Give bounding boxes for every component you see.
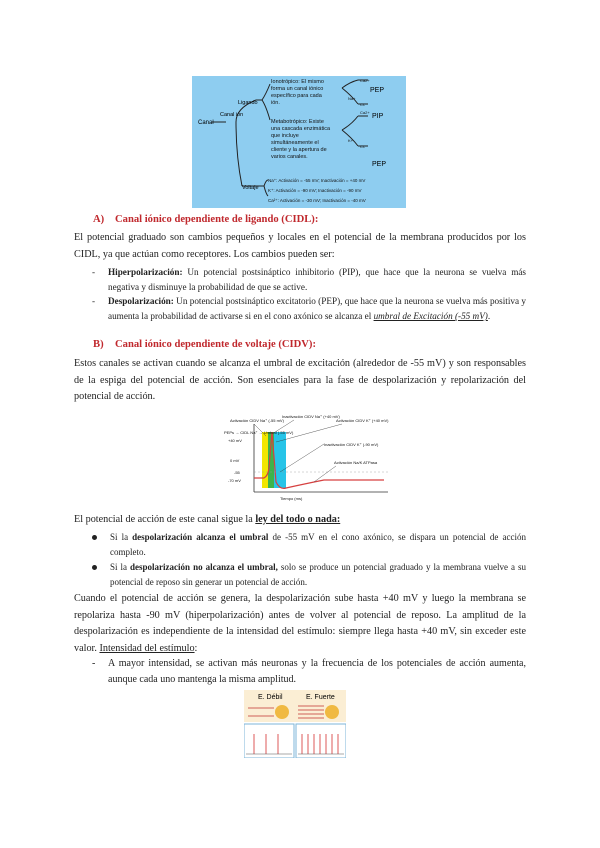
svg-text:específico para cada: específico para cada [271,93,322,99]
channel-classification-figure [192,76,406,208]
stimulus-intensity-link[interactable]: Intensidad del estímulo [99,642,195,654]
section-b-heading: B) Canal iónico dependiente de voltaje (CIDV): [93,339,316,350]
svg-text:-55: -55 [234,470,240,475]
all-or-nothing-intro: El potencial de acción de este canal sigue la ley del todo o nada: [74,514,341,525]
svg-text:Cl-: Cl- [360,144,366,149]
svg-text:0 mV: 0 mV [230,458,240,463]
ionotropic-text [271,79,324,106]
svg-text:Ionotrópico: El mismo: Ionotrópico: El mismo [271,79,324,85]
pep2-label: PEP [372,161,387,168]
svg-text:-70 mV: -70 mV [228,478,241,483]
bullet-threshold-reached: Si la despolarización alcanza el umbral de -55 mV en el cono axónico, se dispara un potencial de acción completo. [92,530,526,560]
svg-text:forma un canal iónico: forma un canal iónico [271,86,324,92]
threshold-link[interactable]: umbral de Excitación (-55 mV) [373,311,488,321]
metabotropic-text [271,119,331,160]
bullet-dot-icon [92,565,97,570]
svg-text:Metabotrópico: Existe: Metabotrópico: Existe [271,119,324,125]
svg-text:varios canales.: varios canales. [271,154,308,160]
action-potential-plot [224,412,392,504]
svg-text:Inactivación CIDV Na⁺ (+40 mV): Inactivación CIDV Na⁺ (+40 mV) [282,414,340,419]
svg-text:Ca2+: Ca2+ [360,110,370,115]
section-b-paragraph: Estos canales se activan cuando se alcanza el umbral de excitación (alrededor de -55 mV) y son responsables de la espiga del potencial de acción. Son esenciales para la fase de despolarización y repolarización del potencial de acción. [74,358,526,402]
svg-text:una cascada enzimática: una cascada enzimática [271,126,331,132]
list-item-depolarization: - Despolarización: Un potencial postsináptico excitatorio (PEP), que hace que la neurona se vuelva más positiva y aumenta la probabilidad de activarse si en el cono axónico se alcanza el umbral de Excitación (-55 mV). [92,296,526,321]
section-a-paragraph: El potencial graduado son cambios pequeños y locales en el potencial de la membrana producidos por los CIDL, ya que actúan como receptores. Los cambios pueden ser: [74,232,526,260]
svg-text:ión.: ión. [271,100,280,106]
section-a-heading: A) Canal iónico dependiente de ligando (CIDL): [93,214,319,225]
action-potential-figure [224,412,392,504]
list-item-intensity: - A mayor intensidad, se activan más neuronas y la frecuencia de los potenciales de acción aumenta, aunque cada uno mantenga la misma amplitud. [92,658,526,685]
svg-text:Tiempo (ms): Tiempo (ms) [280,496,303,501]
svg-text:Activación CIDV Na⁺ (-55 mV): Activación CIDV Na⁺ (-55 mV) [230,418,284,423]
svg-text:Inactivación CIDV K⁺ (-90 mV): Inactivación CIDV K⁺ (-90 mV) [324,442,379,447]
svg-text:PEPs → CIDL Na⁺ → Umbral (-55: PEPs → CIDL Na⁺ → Umbral (-55 mV) [224,430,294,435]
list-item-hyperpolarization: - Hiperpolarización: Un potencial postsináptico inhibitorio (PIP), que hace que la neurona se vuelva más negativa y disminuye la probabilidad de que se active. [92,267,526,292]
weak-neuron-icon [275,705,289,719]
svg-text:Activación Na/K ATPasa: Activación Na/K ATPasa [334,460,378,465]
plot-yellow-band [262,432,268,488]
svg-text:Ca2+: Ca2+ [360,78,370,83]
ligand-label: Ligando [238,100,258,106]
stimulus-diagram [244,690,346,758]
bullet-threshold-not-reached: Si la despolarización no alcanza el umbral, solo se produce un potencial graduado y la membrana vuelve a su potencial de reposo sin generar un potencial de acción. [92,560,526,590]
root-label: Canal [198,120,214,126]
bullet-dot-icon [92,535,97,540]
svg-text:Cl-: Cl- [360,102,366,107]
voltage-ion-lines [268,178,366,203]
svg-text:simultáneamente el: simultáneamente el [271,140,319,146]
svg-text:Na+: Na+ [348,96,356,101]
svg-text:+40 mV: +40 mV [228,438,242,443]
svg-text:cliente y la apertura de: cliente y la apertura de [271,147,327,153]
strong-label: E. Fuerte [306,694,335,701]
svg-text:Activación CIDV K⁺ (+40 mV): Activación CIDV K⁺ (+40 mV) [336,418,389,423]
svg-text:K+: K+ [348,138,354,143]
branch-label: Canal ión [220,112,244,118]
stimulus-intensity-figure [244,690,346,758]
voltage-label: Voltaje [242,185,259,191]
action-potential-paragraph: Cuando el potencial de acción se genera, la despolarización sube hasta +40 mV y luego la membrana se repolariza hasta -90 mV (hiperpolarización) antes de volver al potencial de reposo. La amplitud de la despolarización es independiente de la intensidad del estímulo: siempre llega hasta +40 mV, sin exceder este valor. Intensidad del estímulo: [74,593,526,654]
ion-side-labels [348,78,370,149]
svg-text:Na⁺: Activación = -55 mV; Inac: Na⁺: Activación = -55 mV; Inactivación = +40 mV [268,178,366,183]
pep-label: PEP [370,87,385,94]
classification-diagram [192,76,406,208]
svg-text:Ca²⁺: Activación = -30 mV; Ina: Ca²⁺: Activación = -30 mV; Inactivación = -40 mV [268,198,366,203]
svg-text:que incluye: que incluye [271,133,299,139]
strong-neuron-icon [325,705,339,719]
pip-label: PIP [372,113,384,120]
weak-label: E. Débil [258,694,283,701]
plot-labels [224,414,389,501]
svg-text:K⁺: Activación = -90 mV; Inact: K⁺: Activación = -90 mV; Inactivación = -90 mV [268,188,362,193]
